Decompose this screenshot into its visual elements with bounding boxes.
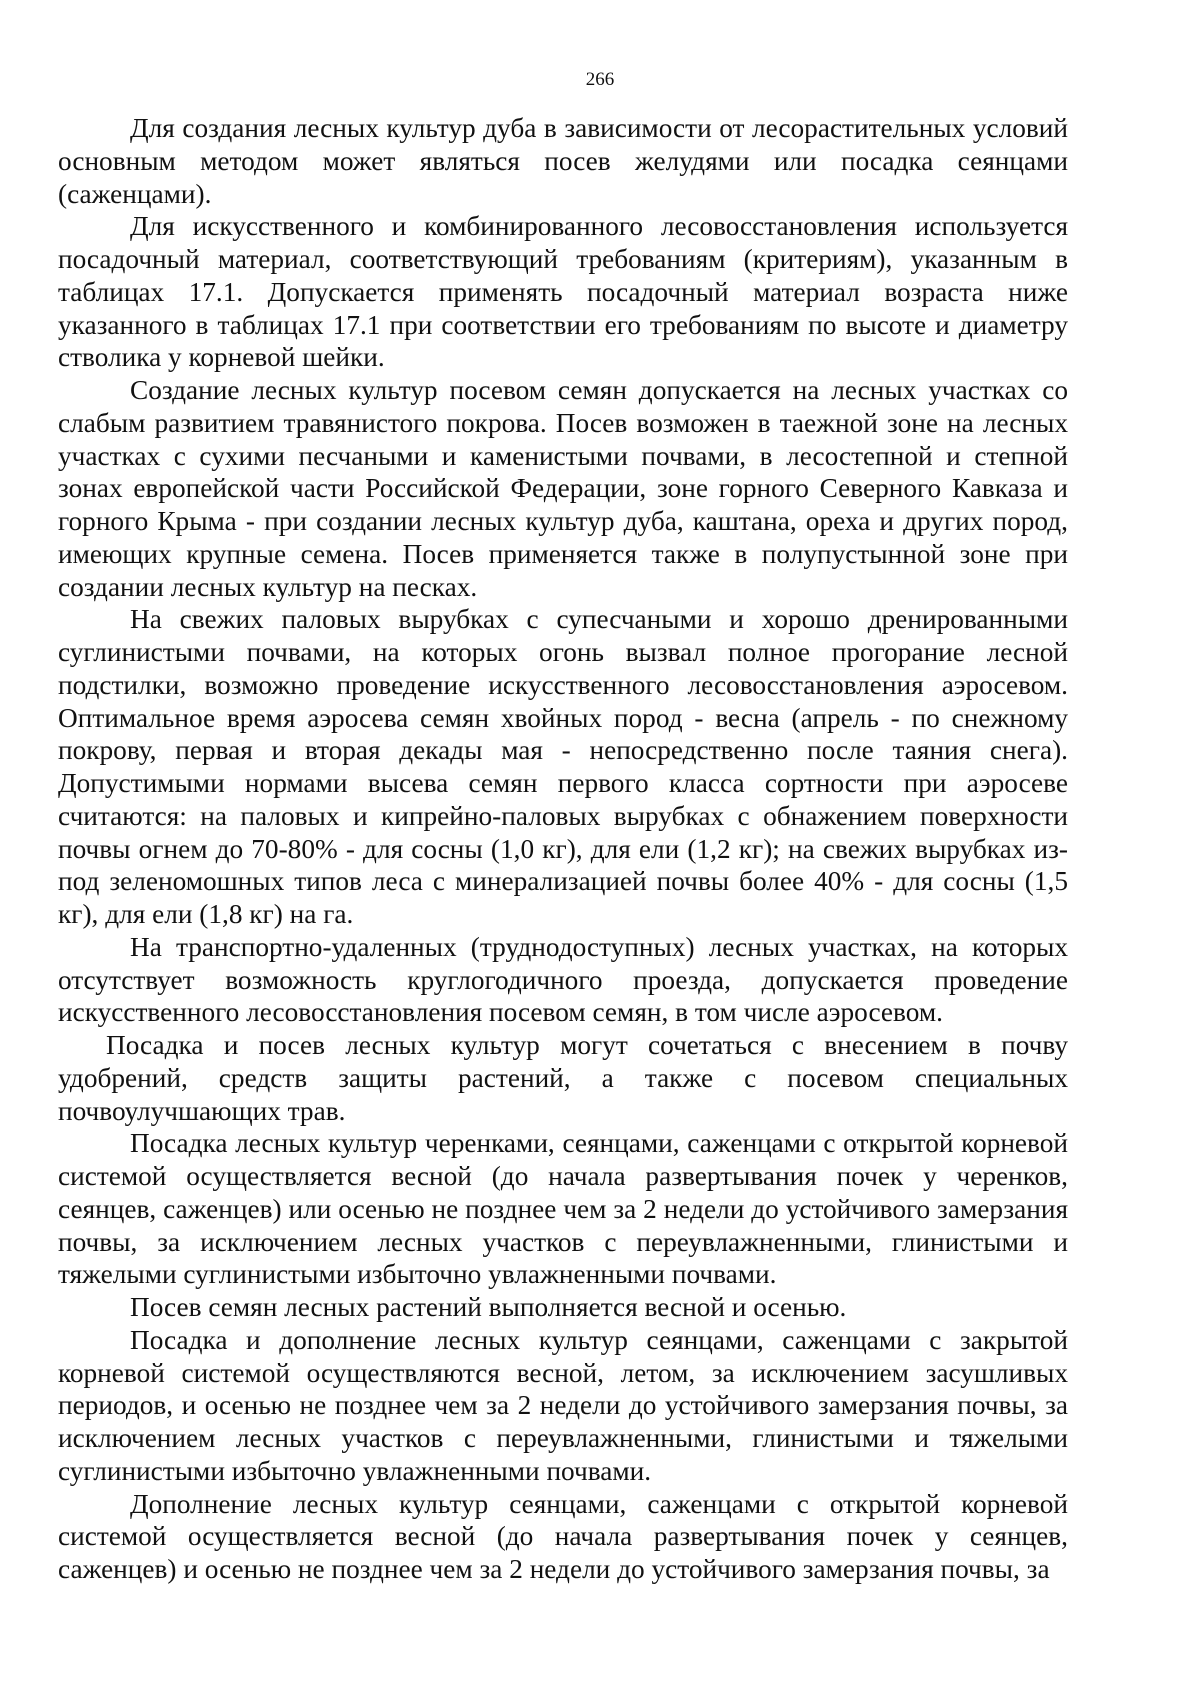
paragraph-fertilizers: Посадка и посев лесных культур могут сочетаться с внесением в почву удобрений, средств защиты растений, а также с посевом специальных почвоулучшающих трав. [58, 1030, 1068, 1126]
paragraph-open-root-planting: Посадка лесных культур черенками, сеянцами, саженцами с открытой корневой системой осуществляется весной (до начала развертывания почек у черенков, сеянцев, саженцев) или осенью не позднее чем за 2 недели до устойчивого замерзания почвы, за исключением лесных участков с переувлажненными, глинистыми и тяжелыми суглинистыми избыточно увлажненными почвами. [58, 1128, 1068, 1290]
paragraph-sowing-seasons: Посев семян лесных растений выполняется весной и осенью. [130, 1292, 847, 1322]
paragraph-oak-planting-method: Для создания лесных культур дуба в зависимости от лесорастительных условий основным методом может являться посев желудями или посадка сеянцами (саженцами). [58, 113, 1068, 209]
paragraph-open-root-supplement: Дополнение лесных культур сеянцами, саженцами с открытой корневой системой осуществляется весной (до начала развертывания почек у сеянцев, саженцев) и осенью не позднее чем за 2 недели до устойчивого замерзания почвы, за [58, 1488, 1068, 1584]
body-text [58, 112, 1068, 1586]
paragraph-closed-root-planting: Посадка и дополнение лесных культур сеянцами, саженцами с закрытой корневой системой осуществляются весной, летом, за исключением засушливых периодов, и осенью не позднее чем за 2 недели до устойчивого замерзания почвы, за исключением лесных участков с переувлажненными, глинистыми и тяжелыми суглинистыми избыточно увлажненными почвами. [58, 1324, 1068, 1486]
paragraph-aerial-sowing: На свежих паловых вырубках с супесчаными и хорошо дренированными суглинистыми почвами, на которых огонь вызвал полное прогорание лесной подстилки, возможно проведение искусственного лесовосстановления аэросевом. Оптимальное время аэросева семян хвойных пород - весна (апрель - по снежному покрову, первая и вторая декады мая - непосредственно после таяния снега). Допустимыми нормами высева семян первого класса сортности при аэросеве считаются: на паловых и кипрейно-паловых вырубках с обнажением поверхности почвы огнем до 70-80% - для сосны (1,0 кг), для ели (1,2 кг); на свежих вырубках из-под зеленомошных типов леса с минерализацией почвы более 40% - для сосны (1,5 кг), для ели (1,8 кг) на га. [58, 604, 1068, 929]
paragraph-planting-material: Для искусственного и комбинированного лесовосстановления используется посадочный материал, соответствующий требованиям (критериям), указанным в таблицах 17.1. Допускается применять посадочный материал возраста ниже указанного в таблицах 17.1 при соответствии его требованиям по высоте и диаметру стволика у корневой шейки. [58, 211, 1068, 373]
paragraph-remote-areas: На транспортно-удаленных (труднодоступных) лесных участках, на которых отсутствует возможность круглогодичного проезда, допускается проведение искусственного лесовосстановления посевом семян, в том числе аэросевом. [58, 931, 1068, 1028]
paragraph-seed-sowing: Создание лесных культур посевом семян допускается на лесных участках со слабым развитием травянистого покрова. Посев возможен в таежной зоне на лесных участках с сухими песчаными и каменистыми почвами, в лесостепной и степной зонах европейской части Российской Федерации, зоне горного Северного Кавказа и горного Крыма - при создании лесных культур дуба, каштана, ореха и других пород, имеющих крупные семена. Посев применяется также в полупустынной зоне при создании лесных культур на песках. [58, 375, 1068, 602]
page-number: 266 [585, 69, 615, 90]
